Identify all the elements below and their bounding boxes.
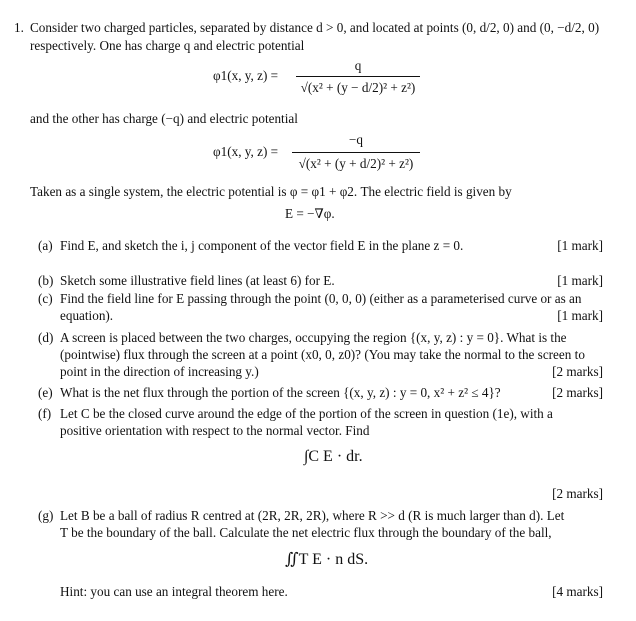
- part-marks: [1 mark]: [557, 308, 603, 323]
- phi1-numerator: q: [354, 58, 362, 73]
- line-integral: ∫C E · dr.: [304, 448, 363, 465]
- part-marks: [4 marks]: [552, 584, 603, 599]
- part-label: (b): [38, 273, 54, 288]
- part-text: (pointwise) flux through the screen at a point (x0, 0, z0)? (You may take the normal to the screen to: [60, 347, 585, 362]
- part-text: Find the field line for E passing through the point (0, 0, 0) (either as a parameterised curve or as an: [60, 291, 582, 306]
- part-text: What is the net flux through the portion of the screen {(x, y, z) : y = 0, x² + z² ≤ 4}?: [60, 385, 501, 400]
- part-text: positive orientation with respect to the normal vector. Find: [60, 423, 370, 438]
- part-label: (a): [38, 238, 53, 253]
- field-definition: E = −∇φ.: [285, 206, 335, 221]
- part-label: (f): [38, 406, 52, 421]
- question-number: 1.: [14, 20, 24, 35]
- intro-line-1: Consider two charged particles, separated by distance d > 0, and located at points (0, d/2, 0) and (0, −d/2, 0): [30, 20, 600, 35]
- part-text: Find E, and sketch the i, j component of the vector field E in the plane z = 0.: [60, 238, 464, 253]
- part-text: equation).: [60, 308, 114, 323]
- part-text: Sketch some illustrative field lines (at least 6) for E.: [60, 273, 335, 288]
- part-label: (d): [38, 330, 54, 345]
- part-text: Let B be a ball of radius R centred at (2R, 2R, 2R), where R >> d (R is much larger than d). Let: [60, 508, 565, 523]
- phi1-lhs: φ1(x, y, z) =: [213, 68, 279, 83]
- phi2-denominator: √(x² + (y + d/2)² + z²): [298, 156, 414, 171]
- part-text: T be the boundary of the ball. Calculate the net electric flux through the boundary of the ball,: [60, 525, 552, 540]
- mid-text: and the other has charge (−q) and electric potential: [30, 111, 298, 126]
- phi1-denominator: √(x² + (y − d/2)² + z²): [300, 80, 416, 95]
- part-marks: [2 marks]: [552, 364, 603, 379]
- part-marks: [2 marks]: [552, 486, 603, 501]
- hint-text: Hint: you can use an integral theorem here.: [60, 584, 288, 599]
- fraction-bar: [292, 152, 420, 153]
- part-text: A screen is placed between the two charges, occupying the region {(x, y, z) : y = 0}. What is the: [60, 330, 567, 345]
- phi2-lhs: φ1(x, y, z) =: [213, 144, 279, 159]
- part-marks: [1 mark]: [557, 273, 603, 288]
- part-text: point in the direction of increasing y.): [60, 364, 259, 379]
- part-marks: [1 mark]: [557, 238, 603, 253]
- part-marks: [2 marks]: [552, 385, 603, 400]
- intro-line-2: respectively. One has charge q and electric potential: [30, 38, 305, 53]
- part-label: (c): [38, 291, 53, 306]
- phi2-numerator: −q: [348, 132, 364, 147]
- surface-integral: ∬T E · n dS.: [285, 551, 369, 568]
- part-label: (e): [38, 385, 53, 400]
- part-text: Let C be the closed curve around the edge of the portion of the screen in question (1e), with a: [60, 406, 553, 421]
- part-label: (g): [38, 508, 54, 523]
- single-system-text: Taken as a single system, the electric potential is φ = φ1 + φ2. The electric field is given by: [30, 184, 512, 199]
- fraction-bar: [296, 76, 420, 77]
